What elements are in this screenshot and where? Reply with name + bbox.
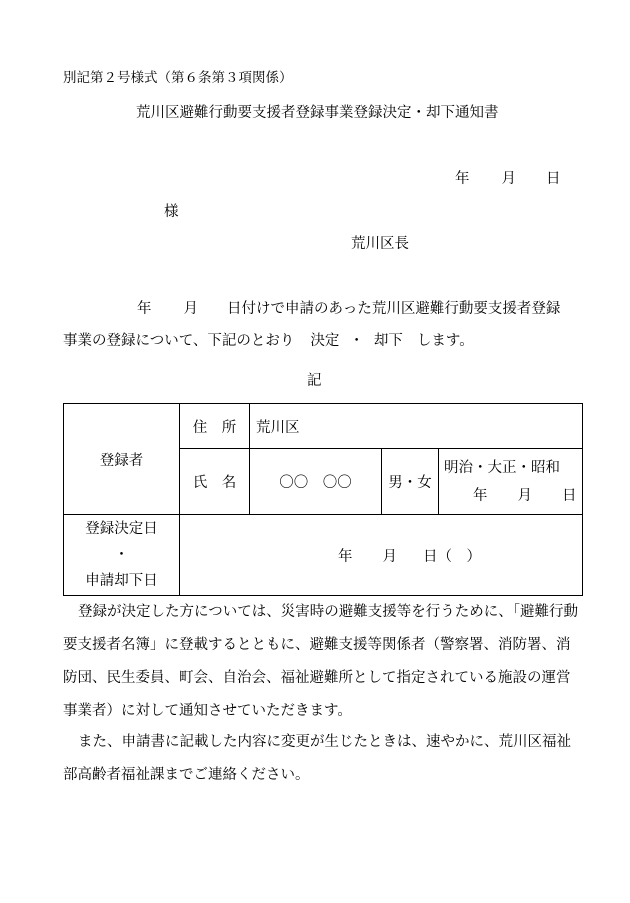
body-line-2-suffix: します。 [416,333,474,349]
addressee-suffix: 様 [164,204,179,220]
registrant-label: 登録者 [64,404,180,515]
decision-year: 年 [338,548,353,565]
rejection-option: 却下 [373,333,403,349]
option-separator: ・ [349,333,364,349]
decision-date-label-1: 登録決定日 [85,521,158,537]
gender-options: 男・女 [382,449,439,515]
issuer-name: 荒川区長 [351,236,409,252]
body-line-1: 日付けで申請のあった荒川区避難行動要支援者登録 [227,301,561,317]
form-id-label: 別記第２号様式（第６条第３項関係） [63,70,293,86]
issue-date-month: 月 [501,171,516,187]
decision-day: 日（ ） [423,548,481,565]
notice-paragraph-2 [63,726,582,792]
birth-date-cell [439,449,583,515]
address-value: 荒川区 [250,404,583,449]
issue-date-line [455,167,561,188]
notice-text-2: また、申請書に記載した内容に変更が生じたときは、速やかに、荒川区福祉部高齢者福祉課までご連絡ください。 [63,734,571,783]
name-value: 〇〇 〇〇 [250,449,382,515]
decision-date-label [64,515,180,596]
decision-option: 決定 [310,333,340,349]
application-year: 年 [137,301,152,317]
issue-date-day: 日 [546,171,561,187]
decision-date-label-2: 申請却下日 [85,573,158,589]
birth-date [439,482,582,510]
name-label: 氏 名 [180,449,250,515]
birth-year: 年 [473,487,488,504]
decision-date [180,545,582,566]
decision-month: 月 [382,548,397,565]
birth-month: 月 [517,487,532,504]
ki-heading: 記 [307,373,322,389]
document-title: 荒川区避難行動要支援者登録事業登録決定・却下通知書 [136,105,499,121]
decision-date-label-dot: ・ [114,547,129,563]
notice-paragraph-1 [63,596,582,728]
body-line-2 [63,329,474,350]
registration-table [63,403,583,596]
issue-date-year: 年 [455,171,470,187]
notice-text-1: 登録が決定した方については、災害時の避難支援等を行うために、「避難行動要支援者名簿」に登載するとともに、避難支援等関係者（警察署、消防署、消防団、民生委員、町会、自治会、福祉避難所として指定されている施設の運営事業者）に対して通知させていただきます。 [63,604,578,719]
era-options: 明治・大正・昭和 [444,459,560,476]
birth-day: 日 [562,487,577,504]
application-month: 月 [183,301,198,317]
body-line-2-prefix: 事業の登録について、下記のとおり [63,333,295,349]
application-date [137,297,198,318]
address-label: 住 所 [180,404,250,449]
decision-date-value [180,515,583,596]
